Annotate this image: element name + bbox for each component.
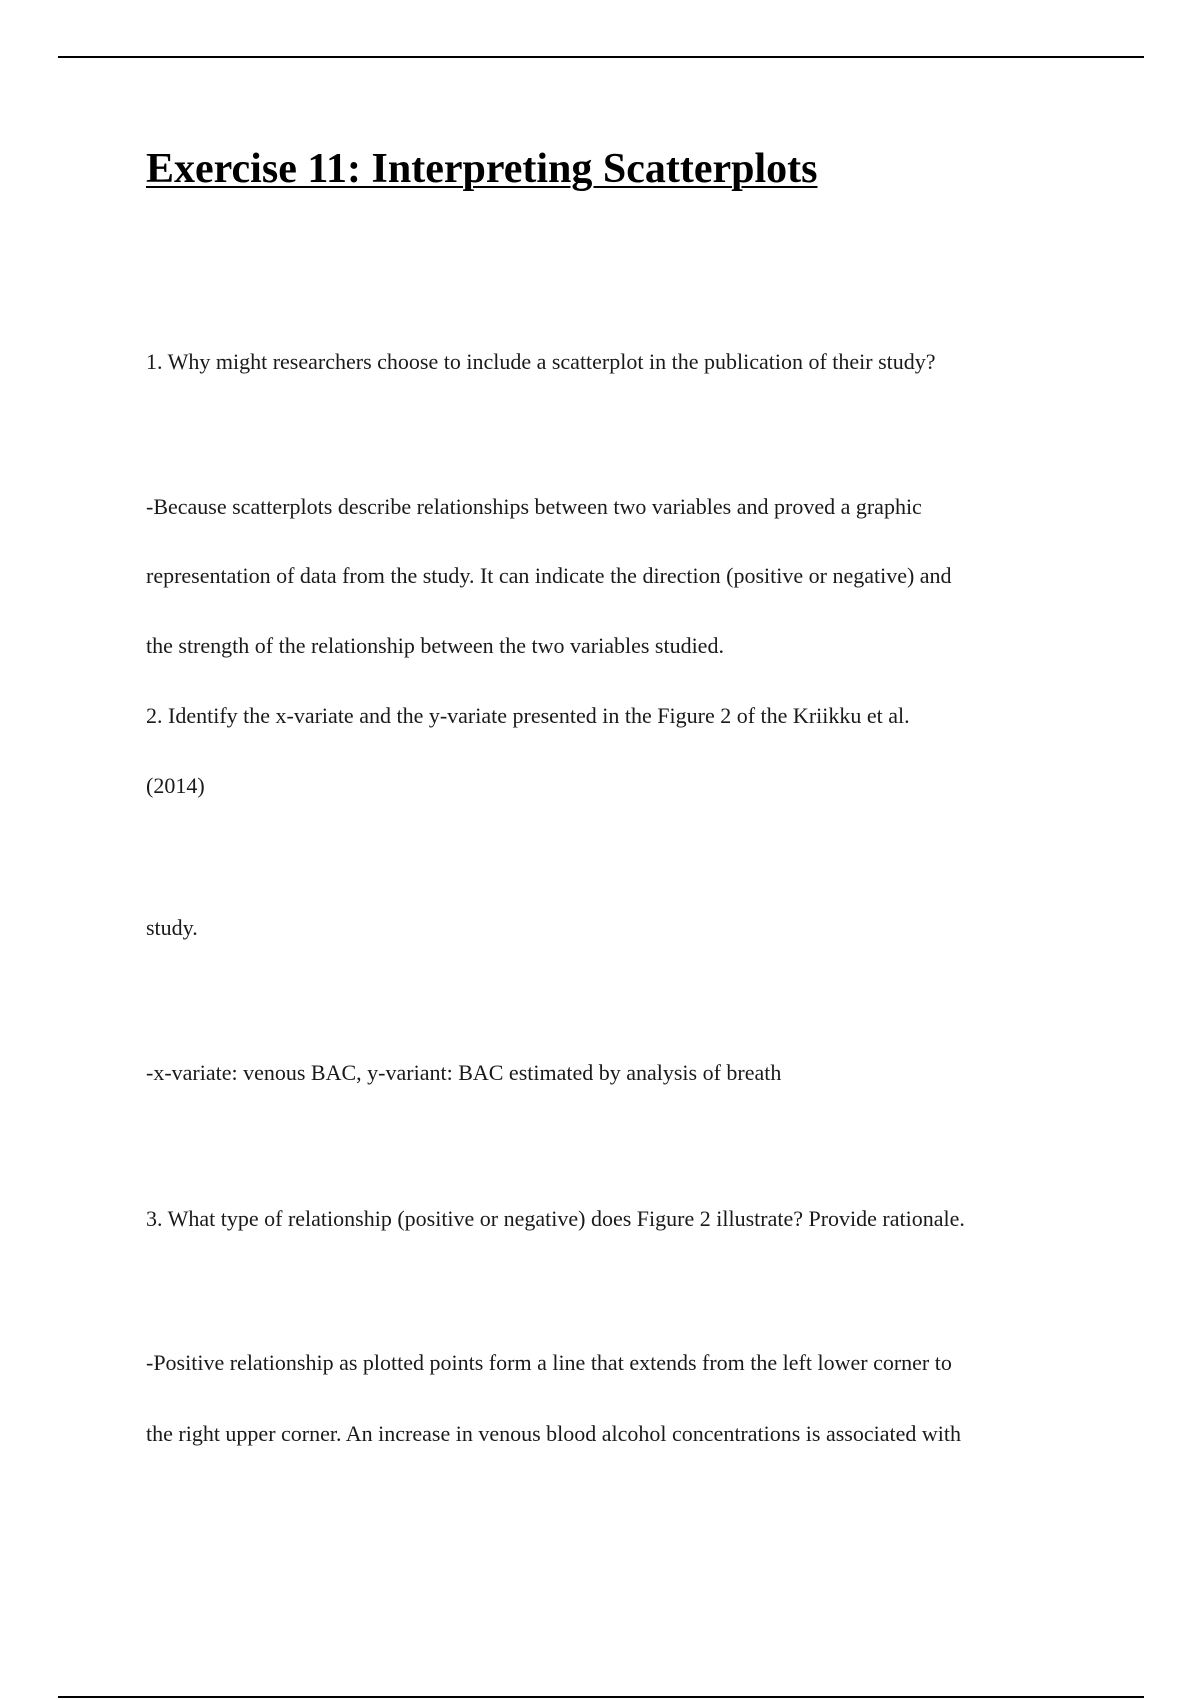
top-rule xyxy=(58,56,1144,58)
question-2-line-1: 2. Identify the x-variate and the y-variate presented in the Figure 2 of the Kriikku et al. xyxy=(146,703,910,728)
answer-2: -x-variate: venous BAC, y-variant: BAC estimated by analysis of breath xyxy=(146,1060,782,1085)
question-2-line-2: (2014) xyxy=(146,773,205,798)
answer-1-line-2: representation of data from the study. It can indicate the direction (positive or negative) and xyxy=(146,563,952,588)
answer-1-line-3: the strength of the relationship between the two variables studied. xyxy=(146,633,724,658)
bottom-rule xyxy=(58,1696,1144,1698)
answer-1-line-1: -Because scatterplots describe relationships between two variables and proved a graphic xyxy=(146,494,922,519)
question-3: 3. What type of relationship (positive or negative) does Figure 2 illustrate? Provide rationale. xyxy=(146,1206,965,1231)
question-1: 1. Why might researchers choose to include a scatterplot in the publication of their study? xyxy=(146,349,936,374)
answer-3-line-2: the right upper corner. An increase in venous blood alcohol concentrations is associated with xyxy=(146,1421,961,1446)
page-title: Exercise 11: Interpreting Scatterplots xyxy=(146,146,818,192)
question-2-line-3: study. xyxy=(146,915,198,940)
answer-3-line-1: -Positive relationship as plotted points form a line that extends from the left lower corner to xyxy=(146,1350,952,1375)
